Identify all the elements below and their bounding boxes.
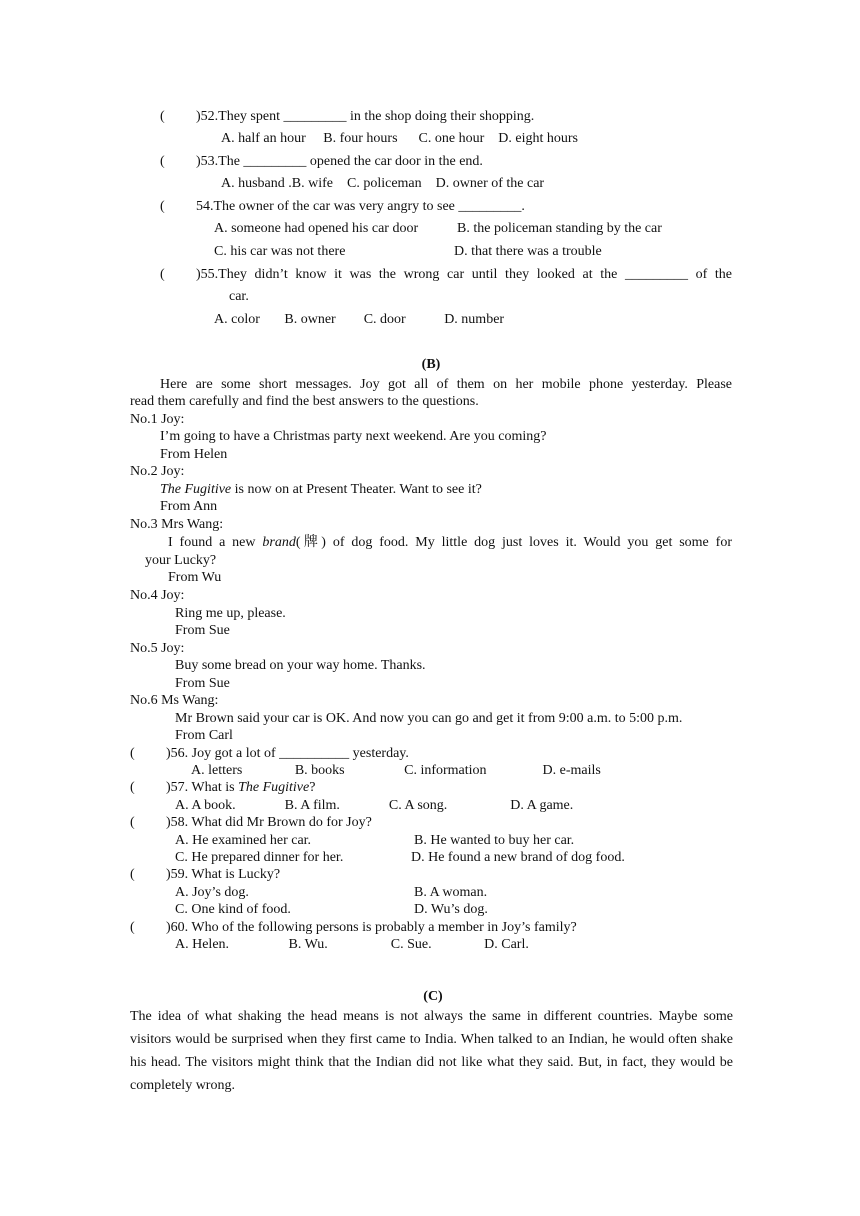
q59-option-d: D. Wu’s dog. (414, 902, 488, 917)
q55-options: A. color B. owner C. door D. number (214, 312, 505, 327)
q56-stem: )56. Joy got a lot of __________ yesterday. (166, 746, 409, 761)
q55-stem: )55.They didn’t know it was the wrong car until they looked at the _________ of the (196, 267, 732, 282)
q56-options: A. letters B. books C. information D. e-mails (191, 763, 601, 778)
message-1-sender: From Helen (160, 447, 228, 462)
q53-stem: )53.The _________ opened the car door in the end. (196, 154, 483, 169)
message-2-body: The Fugitive is now on at Present Theater. Want to see it? (160, 482, 482, 497)
q54-option-d: D. that there was a trouble (454, 244, 602, 259)
q52-options: A. half an hour B. four hours C. one hour D. eight hours (221, 131, 578, 146)
q58-option-d: D. He found a new brand of dog food. (411, 850, 625, 865)
section-c-heading: (C) (423, 989, 443, 1004)
message-1-body: I’m going to have a Christmas party next weekend. Are you coming? (160, 429, 547, 444)
q54-option-c: C. his car was not there (214, 244, 346, 259)
q55-paren: ( (160, 267, 165, 282)
q59: ( )59. What is Lucky? (130, 867, 281, 882)
film-title: The Fugitive (238, 780, 310, 795)
q52-stem: )52.They spent _________ in the shop doing their shopping. (196, 109, 535, 124)
message-6-body: Mr Brown said your car is OK. And now you can go and get it from 9:00 a.m. to 5:00 p.m. (175, 711, 683, 726)
q54: ( 54.The owner of the car was very angry to see _________. (160, 199, 525, 214)
q58-option-b: B. He wanted to buy her car. (414, 833, 575, 848)
message-4-body: Ring me up, please. (175, 606, 286, 621)
q54-option-b: B. the policeman standing by the car (457, 221, 662, 236)
q52: ( )52.They spent _________ in the shop doing their shopping. (160, 109, 535, 124)
q58-option-c: C. He prepared dinner for her. (175, 850, 344, 865)
q60-stem: )60. Who of the following persons is probably a member in Joy’s family? (166, 920, 577, 935)
brand-word: brand (262, 535, 296, 550)
message-3-recipient: No.3 Mrs Wang: (130, 517, 224, 532)
message-5-recipient: No.5 Joy: (130, 641, 185, 656)
q59-stem: )59. What is Lucky? (166, 867, 281, 882)
q53-options: A. husband .B. wife C. policeman D. owner of the car (221, 176, 545, 191)
message-3-sender: From Wu (168, 570, 222, 585)
message-3-body-cont: your Lucky? (145, 553, 217, 568)
section-b-intro-1: Here are some short messages. Joy got all of them on her mobile phone yesterday. Please (160, 377, 732, 392)
message-5-body: Buy some bread on your way home. Thanks. (175, 658, 426, 673)
q60: ( )60. Who of the following persons is probably a member in Joy’s family? (130, 920, 577, 935)
q59-option-c: C. One kind of food. (175, 902, 291, 917)
q56: ( )56. Joy got a lot of __________ yesterday. (130, 746, 409, 761)
q53: ( )53.The _________ opened the car door in the end. (160, 154, 483, 169)
section-b-heading: (B) (421, 357, 441, 372)
q58-stem: )58. What did Mr Brown do for Joy? (166, 815, 372, 830)
message-6-recipient: No.6 Ms Wang: (130, 693, 219, 708)
message-2-recipient: No.2 Joy: (130, 464, 185, 479)
message-2-sender: From Ann (160, 499, 218, 514)
q57-options: A. A book. B. A film. C. A song. D. A game. (175, 798, 574, 813)
film-title: The Fugitive (160, 482, 232, 497)
q59-option-b: B. A woman. (414, 885, 488, 900)
message-6-sender: From Carl (175, 728, 233, 743)
q59-option-a: A. Joy’s dog. (175, 885, 249, 900)
message-1-recipient: No.1 Joy: (130, 412, 185, 427)
q54-option-a: A. someone had opened his car door (214, 221, 419, 236)
q54-stem: 54.The owner of the car was very angry to see _________. (196, 199, 525, 214)
q60-options: A. Helen. B. Wu. C. Sue. D. Carl. (175, 937, 529, 952)
q58-option-a: A. He examined her car. (175, 833, 312, 848)
message-5-sender: From Sue (175, 676, 230, 691)
q55-stem-cont: car. (229, 289, 249, 304)
section-c-paragraph: The idea of what shaking the head means is not always the same in different countries. Maybe some visitors would be surprised when they first came to India. When talked to an Indian, he would often shake his head. The visitors might think that the Indian did not like what they said. But, in fact, they would be completely wrong. (130, 1009, 733, 1093)
message-4-recipient: No.4 Joy: (130, 588, 185, 603)
q57: ( )57. What is The Fugitive? (130, 780, 316, 795)
q58: ( )58. What did Mr Brown do for Joy? (130, 815, 372, 830)
section-b-intro-2: read them carefully and find the best answers to the questions. (130, 394, 479, 409)
message-4-sender: From Sue (175, 623, 230, 638)
message-3-body: I found a new brand(牌) of dog food. My little dog just loves it. Would you get some for (168, 535, 732, 550)
